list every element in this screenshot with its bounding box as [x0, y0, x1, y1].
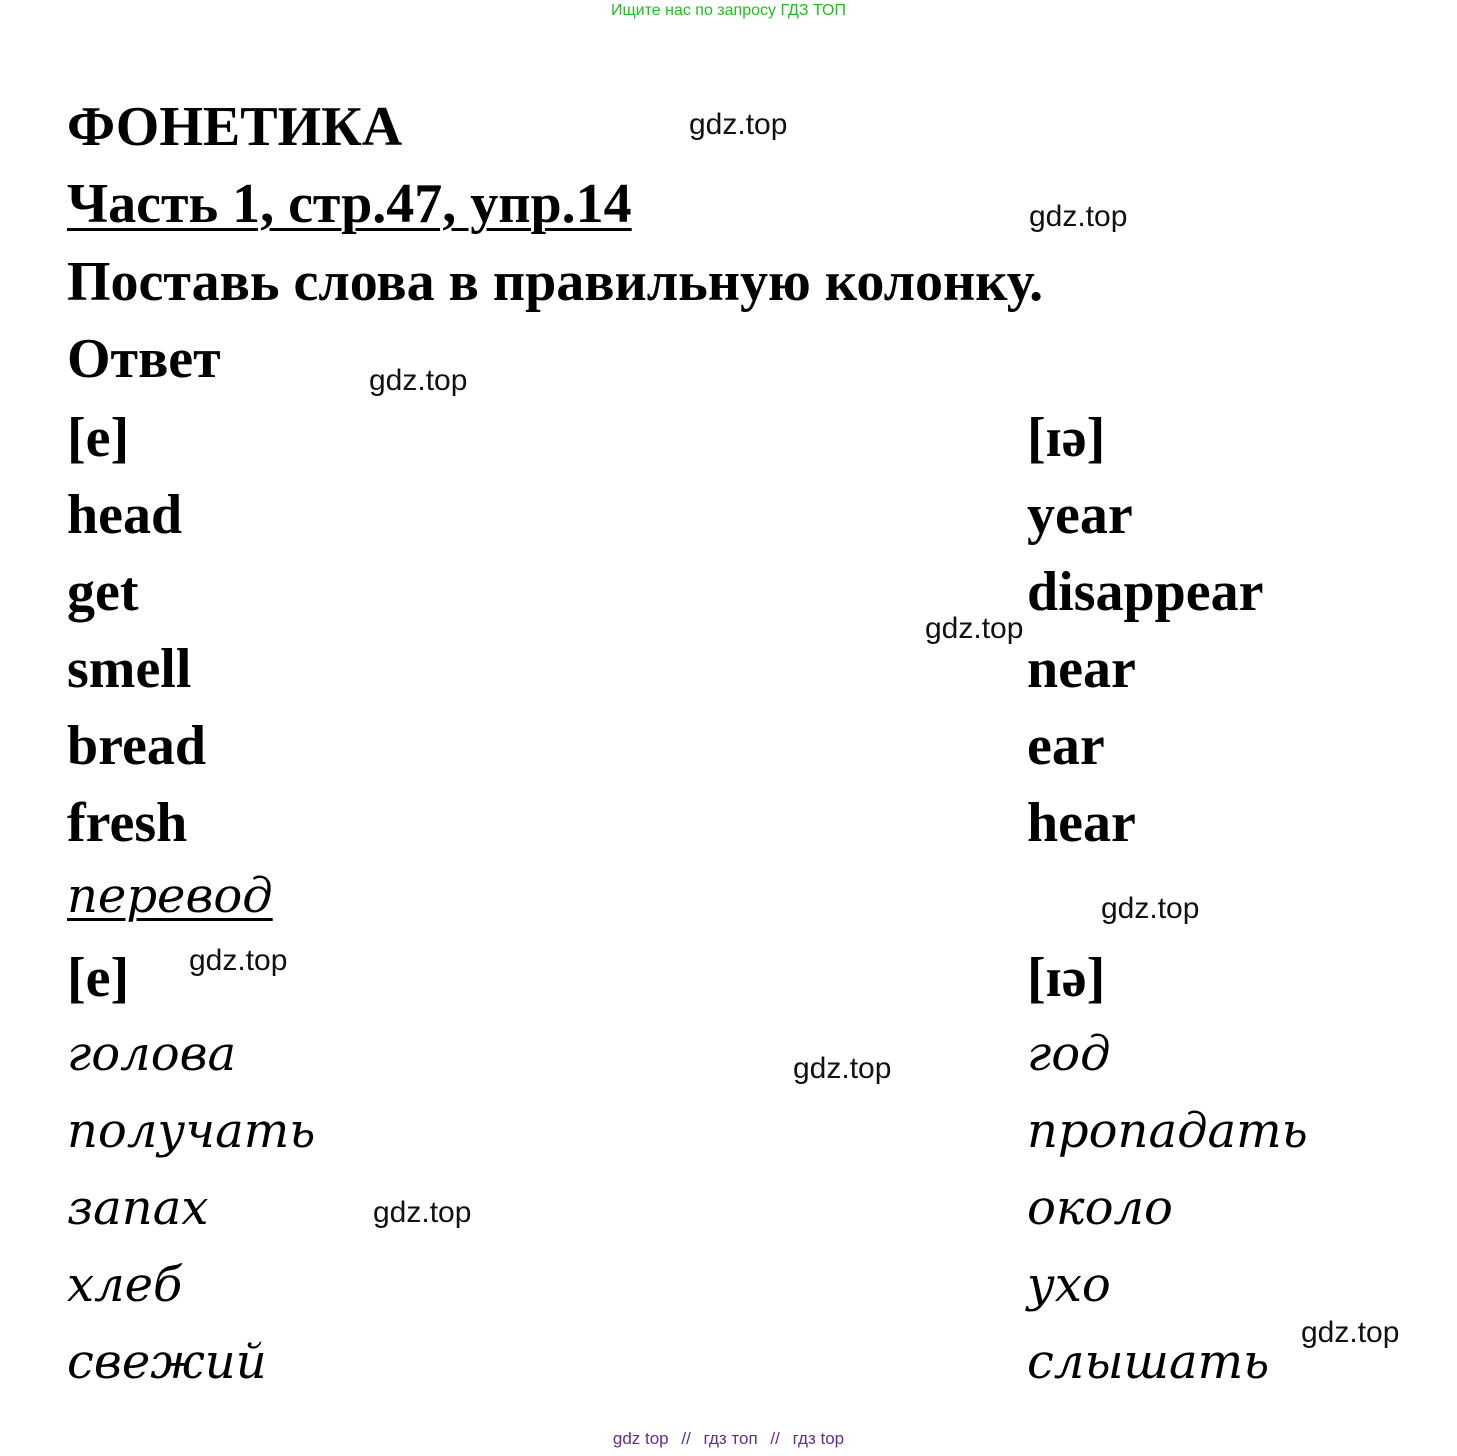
footer-link-gdz-top-mixed[interactable]: гдз top	[792, 1429, 845, 1448]
word-e-3: smell	[67, 638, 192, 700]
translation-ie-2: пропадать	[1027, 1103, 1308, 1159]
translation-e-1: голова	[67, 1026, 237, 1082]
word-e-4: bread	[67, 715, 206, 777]
watermark: gdz.top	[925, 612, 1024, 645]
footer-separator: //	[681, 1429, 691, 1448]
watermark: gdz.top	[793, 1052, 892, 1085]
footer-separator: //	[770, 1429, 780, 1448]
page-title: ФОНЕТИКА	[67, 96, 403, 158]
translation-e-3: запах	[67, 1180, 209, 1236]
watermark: gdz.top	[1301, 1316, 1400, 1349]
column-e-header: [e]	[67, 407, 130, 469]
watermark: gdz.top	[373, 1196, 472, 1229]
word-ie-2: disappear	[1027, 561, 1264, 623]
translation-ie-3: около	[1027, 1180, 1173, 1236]
word-e-5: fresh	[67, 792, 188, 854]
translation-e-5: свежий	[67, 1334, 267, 1390]
footer	[0, 1429, 1457, 1449]
watermark: gdz.top	[689, 108, 788, 141]
column-ie-header: [ɪə]	[1027, 407, 1106, 469]
watermark: gdz.top	[1029, 200, 1128, 233]
translation-e-2: получать	[67, 1103, 316, 1159]
word-ie-4: ear	[1027, 715, 1105, 777]
word-e-1: head	[67, 484, 183, 546]
translation-column-ie-header: [ɪə]	[1027, 947, 1106, 1009]
watermark: gdz.top	[1101, 892, 1200, 925]
top-banner: Ищите нас по запросу ГДЗ ТОП	[611, 2, 846, 19]
task-instruction: Поставь слова в правильную колонку.	[67, 251, 1044, 313]
watermark: gdz.top	[369, 364, 468, 397]
watermark: gdz.top	[189, 944, 288, 977]
translation-ie-4: ухо	[1027, 1257, 1111, 1313]
footer-link-gdz-top-ru[interactable]: гдз топ	[703, 1429, 758, 1448]
translation-ie-5: слышать	[1027, 1334, 1270, 1390]
translation-column-e-header: [e]	[67, 947, 130, 1009]
translation-label: перевод	[67, 868, 273, 924]
word-ie-1: year	[1027, 484, 1133, 546]
word-ie-3: near	[1027, 638, 1136, 700]
translation-e-4: хлеб	[67, 1257, 183, 1313]
footer-link-gdz-top[interactable]: gdz top	[612, 1429, 669, 1448]
exercise-reference: Часть 1, стр.47, упр.14	[67, 173, 632, 235]
answer-label: Ответ	[67, 328, 221, 390]
translation-ie-1: год	[1027, 1026, 1111, 1082]
word-e-2: get	[67, 561, 139, 623]
word-ie-5: hear	[1027, 792, 1136, 854]
